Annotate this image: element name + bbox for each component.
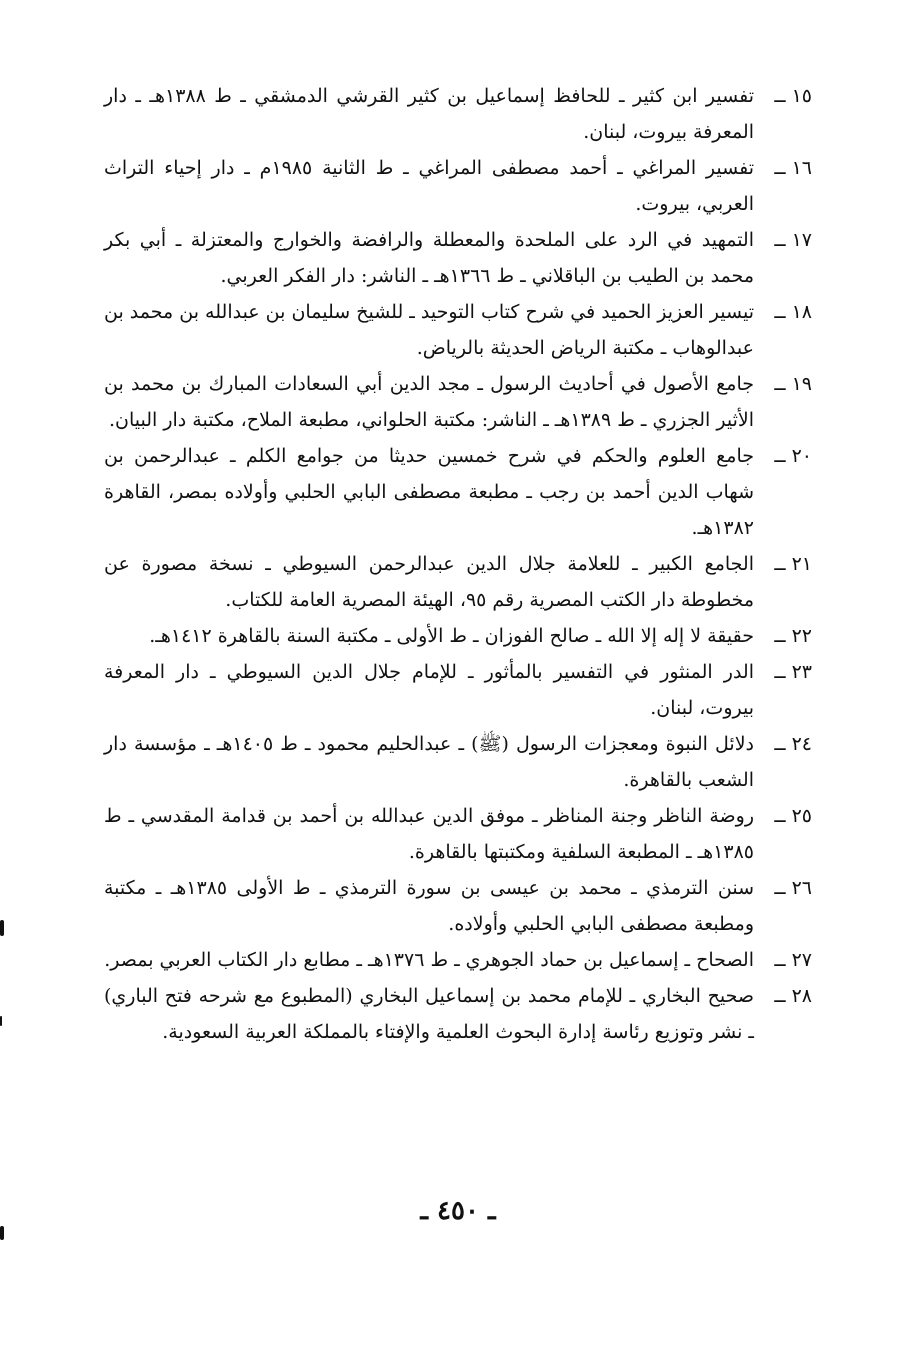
entry-number: ٢٤ ــ [774, 733, 812, 755]
entry-number: ٢٧ ــ [774, 949, 812, 971]
entry-number: ١٦ ــ [774, 157, 812, 179]
entry-text: تيسير العزيز الحميد في شرح كتاب التوحيد ـ للشيخ سليمان بن عبدالله بن محمد بن عبدالوهاب ـ مكتبة الرياض الحديثة بالرياض. [104, 301, 754, 359]
bibliography-entry-22 [104, 618, 812, 654]
bibliography-entry-15 [104, 78, 812, 150]
entry-number: ٢٨ ــ [774, 985, 812, 1007]
bibliography-entry-21 [104, 546, 812, 618]
entry-text: تفسير المراغي ـ أحمد مصطفى المراغي ـ ط الثانية ١٩٨٥م ـ دار إحياء التراث العربي، بيروت. [104, 157, 754, 215]
scan-edge-mark [0, 920, 4, 936]
entry-text: روضة الناظر وجنة المناظر ـ موفق الدين عبدالله بن أحمد بن قدامة المقدسي ـ ط ١٣٨٥هـ ـ المطبعة السلفية ومكتبتها بالقاهرة. [104, 805, 754, 863]
entry-text: سنن الترمذي ـ محمد بن عيسى بن سورة الترمذي ـ ط الأولى ١٣٨٥هـ ـ مكتبة ومطبعة مصطفى البابي الحلبي وأولاده. [104, 877, 754, 935]
entry-number: ٢٢ ــ [774, 625, 812, 647]
entry-text: الصحاح ـ إسماعيل بن حماد الجوهري ـ ط ١٣٧٦هـ ـ مطابع دار الكتاب العربي بمصر. [104, 949, 754, 971]
entry-text: صحيح البخاري ـ للإمام محمد بن إسماعيل البخاري (المطبوع مع شرحه فتح الباري) ـ نشر وتوزيع رئاسة إدارة البحوث العلمية والإفتاء بالمملكة العربية السعودية. [104, 985, 754, 1043]
scan-edge-mark [0, 1226, 4, 1240]
entry-number: ١٥ ــ [774, 85, 812, 107]
bibliography-entry-16 [104, 150, 812, 222]
entry-number: ١٩ ــ [774, 373, 812, 395]
entry-number: ١٨ ــ [774, 301, 812, 323]
bibliography-entry-19 [104, 366, 812, 438]
entry-number: ٢٣ ــ [774, 661, 812, 683]
entry-text: الدر المنثور في التفسير بالمأثور ـ للإمام جلال الدين السيوطي ـ دار المعرفة بيروت، لبنان. [104, 661, 754, 719]
bibliography-entry-27 [104, 942, 812, 978]
bibliography-entry-24 [104, 726, 812, 798]
entry-number: ١٧ ــ [774, 229, 812, 251]
scan-edge-mark [0, 1016, 2, 1026]
bibliography-entry-18 [104, 294, 812, 366]
entry-text: التمهيد في الرد على الملحدة والمعطلة والرافضة والخوارج والمعتزلة ـ أبي بكر محمد بن الطيب بن الباقلاني ـ ط ١٣٦٦هـ ـ الناشر: دار الفكر العربي. [104, 229, 754, 287]
bibliography-entry-26 [104, 870, 812, 942]
entry-number: ٢٦ ــ [774, 877, 812, 899]
entry-number: ٢١ ــ [774, 553, 812, 575]
entry-number: ٢٠ ــ [774, 445, 812, 467]
entry-text: جامع الأصول في أحاديث الرسول ـ مجد الدين أبي السعادات المبارك بن محمد بن الأثير الجزري ـ ط ١٣٨٩هـ ـ الناشر: مكتبة الحلواني، مطبعة الملاح، مكتبة دار البيان. [104, 373, 754, 431]
bibliography-entry-23 [104, 654, 812, 726]
bibliography-entry-25 [104, 798, 812, 870]
bibliography-entry-28 [104, 978, 812, 1050]
entry-text: تفسير ابن كثير ـ للحافظ إسماعيل بن كثير القرشي الدمشقي ـ ط ١٣٨٨هـ ـ دار المعرفة بيروت، لبنان. [104, 85, 755, 143]
entry-text: جامع العلوم والحكم في شرح خمسين حديثا من جوامع الكلم ـ عبدالرحمن بن شهاب الدين أحمد بن رجب ـ مطبعة مصطفى البابي الحلبي وأولاده بمصر، القاهرة ١٣٨٢هـ. [104, 445, 754, 539]
entry-number: ٢٥ ــ [774, 805, 812, 827]
bibliography-entry-17 [104, 222, 812, 294]
entry-text: دلائل النبوة ومعجزات الرسول (ﷺ) ـ عبدالحليم محمود ـ ط ١٤٠٥هـ ـ مؤسسة دار الشعب بالقاهرة. [104, 733, 754, 791]
bibliography-entry-20 [104, 438, 812, 546]
bibliography-list [104, 78, 812, 1050]
entry-text: حقيقة لا إله إلا الله ـ صالح الفوزان ـ ط الأولى ـ مكتبة السنة بالقاهرة ١٤١٢هـ. [149, 625, 754, 647]
entry-text: الجامع الكبير ـ للعلامة جلال الدين عبدالرحمن السيوطي ـ نسخة مصورة عن مخطوطة دار الكتب المصرية رقم ٩٥، الهيئة المصرية العامة للكتاب. [104, 553, 755, 611]
page-number: ـ ٤٥٠ ـ [420, 1196, 496, 1226]
